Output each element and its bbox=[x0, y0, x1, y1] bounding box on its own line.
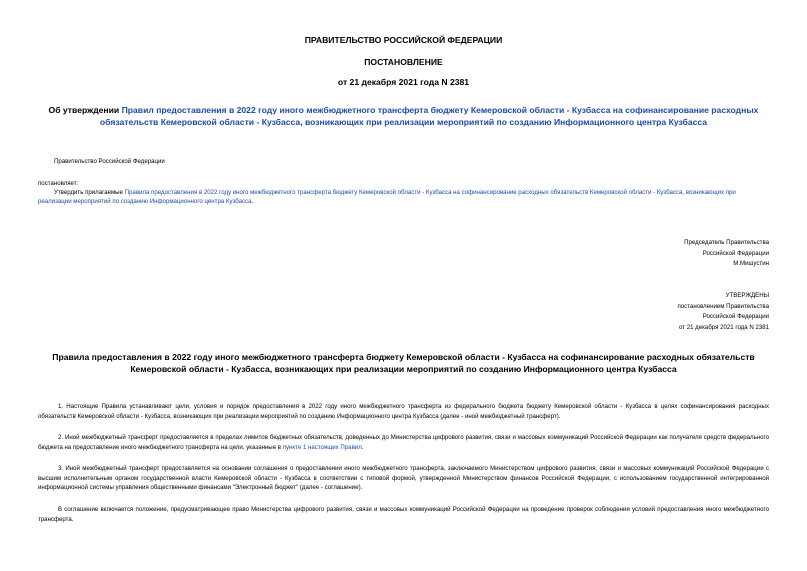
approved-line2: Российской Федерации bbox=[702, 313, 769, 321]
rules-paragraph-4: В соглашение включается положение, предусматривающее право Министерства цифрового развития, связи и массовых коммуникаций Российской Федерации на проведение проверок соблюдения условий предоставления иного межбюджетного трансферта. bbox=[38, 506, 769, 523]
p2-prefix: 2. Иной межбюджетный трансферт предоставляется в пределах лимитов бюджетных обязательств, доведенных до Министерства цифрового развития, связи и массовых коммуникаций Российской Федерации как получателя средств федерального бюджета на предоставление иного межбюджетного трансферта на цели, указанные в bbox=[38, 434, 769, 451]
rules-paragraph-2 bbox=[38, 433, 769, 452]
issuer-text: Правительство Российской Федерации bbox=[54, 158, 165, 165]
p2-point-link[interactable]: пункте 1 настоящих Правил bbox=[282, 443, 362, 451]
signature-position-line2: Российской Федерации bbox=[702, 249, 769, 257]
signature-position-line1: Председатель Правительства bbox=[684, 239, 769, 246]
approved-block bbox=[677, 291, 769, 333]
government-heading: ПРАВИТЕЛЬСТВО РОССИЙСКОЙ ФЕДЕРАЦИИ bbox=[304, 35, 503, 45]
approved-line1: постановлением Правительства bbox=[677, 302, 769, 310]
decides-text: постановляет: bbox=[38, 180, 79, 187]
signature-name: М.Мишустин bbox=[733, 260, 769, 268]
rules-paragraph-3: 3. Иной межбюджетный трансферт предоставляется на основании соглашения о предоставлении иного межбюджетного трансферта, заключаемого Министерством цифрового развития, связи и массовых коммуникаций Российской Федерации с высшим исполнительным органом государственной власти Кемеровской области - Кузбасса в соответствии с типовой формой, утвержденной Министерством финансов Российской Федерации, с использованием государственной интегрированной информационной системы управления общественными финансами "Электронный бюджет" (далее - соглашение). bbox=[38, 465, 769, 491]
approve-paragraph bbox=[38, 188, 769, 206]
approve-suffix: . bbox=[251, 198, 254, 205]
doc-type-heading: ПОСТАНОВЛЕНИЕ bbox=[364, 57, 443, 67]
approve-prefix: Утвердить прилагаемые bbox=[54, 189, 125, 196]
p2-suffix: . bbox=[361, 443, 364, 451]
title-prefix: Об утверждении bbox=[48, 105, 122, 115]
approve-rules-link[interactable]: Правила предоставления в 2022 году иного межбюджетного трансферта бюджету Кемеровской области - Кузбасса на софинансирование расходных обязательств Кемеровской области - Кузбасса, возникающих при реализации мероприятий по созданию Информационного центра Кузбасса bbox=[38, 189, 736, 205]
approved-label: УТВЕРЖДЕНЫ bbox=[725, 292, 769, 299]
approved-line3: от 21 декабря 2021 года N 2381 bbox=[678, 323, 769, 331]
rules-paragraph-1: 1. Настоящие Правила устанавливают цели, условия и порядок предоставления в 2022 году иного межбюджетного трансферта из федерального бюджета бюджету Кемеровской области - Кузбасса в целях софинансирования расходных обязательств Кемеровской области - Кузбасса, возникающих при реализации мероприятий по созданию Информационного центра Кузбасса (далее - иной межбюджетный трансферт). bbox=[38, 403, 769, 420]
rules-title: Правила предоставления в 2022 году иного межбюджетного трансферта бюджету Кемеровской области - Кузбасса на софинансирование расходных обязательств Кемеровской области - Кузбасса, возникающих при реализации мероприятий по созданию Информационного центра Кузбасса bbox=[52, 352, 755, 374]
document-title bbox=[40, 104, 767, 128]
doc-date-number: от 21 декабря 2021 года N 2381 bbox=[337, 77, 470, 87]
title-rules-link[interactable]: Правил предоставления в 2022 году иного межбюджетного трансферта бюджету Кемеровской области - Кузбасса на софинансирование расходных обязательств Кемеровской области - Кузбасса, возникающих при реализации мероприятий по созданию Информационного центра Кузбасса bbox=[99, 105, 759, 127]
signature-block bbox=[684, 238, 769, 270]
